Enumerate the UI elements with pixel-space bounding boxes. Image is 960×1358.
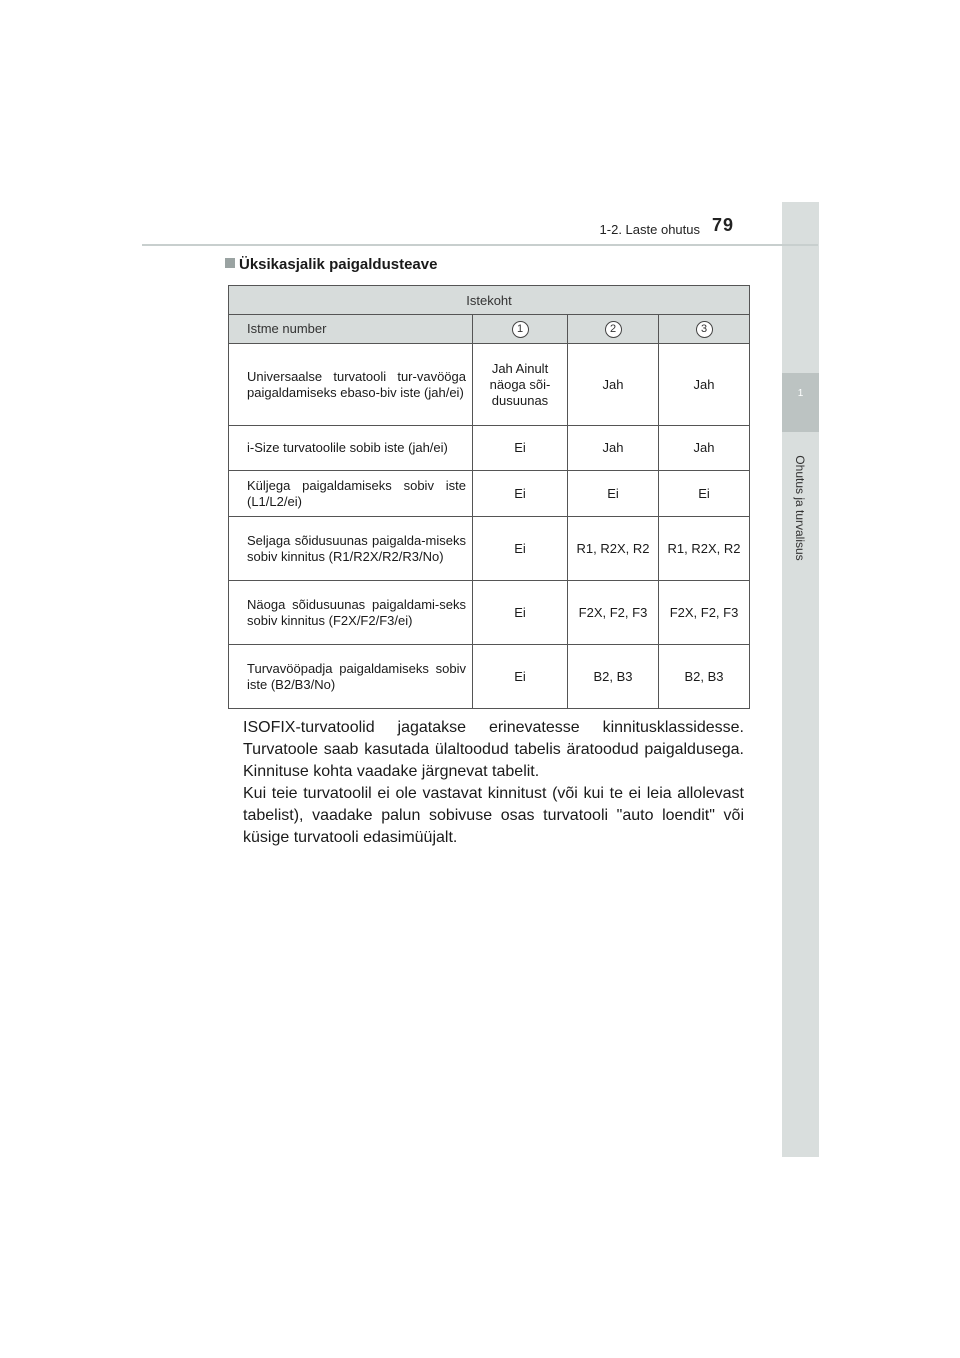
row-value: Ei [473,581,568,645]
body-text [243,717,744,849]
square-bullet-icon [225,258,235,268]
table-row [229,517,750,581]
seat-info-table [228,285,750,709]
seat-number-label: Istme number [229,315,473,344]
header-rule [142,244,818,246]
paragraph: ISOFIX-turvatoolid jagatakse erinevatesse kinnitusklassidesse. Turvatoole saab kasutada ülaltoodud tabelis äratoodud paigaldusega. Kinnituse kohta vaadake järgnevat tabelit. [243,719,744,780]
table-top-header: Istekoht [229,286,750,315]
paragraph: Kui teie turvatoolil ei ole vastavat kinnitust (või kui te ei leia allolevast tabelist), vaadake palun sobivuse osas turvatooli "auto loendit" või küsige turvatooli edasimüüjalt. [243,785,744,846]
row-label: Universaalse turvatooli tur-vavööga paigaldamiseks ebaso-biv iste (jah/ei) [229,344,473,426]
row-value: R1, R2X, R2 [659,517,750,581]
seat-number-cell [659,315,750,344]
row-label: Küljega paigaldamiseks sobiv iste (L1/L2/ei) [229,471,473,517]
table-header-row [229,286,750,315]
seat-number-badge: 2 [605,321,622,338]
row-value: Jah [659,426,750,471]
chapter-side-tab [782,202,819,1157]
chapter-number: 1 [797,388,804,399]
row-value: F2X, F2, F3 [568,581,659,645]
table-row [229,426,750,471]
row-value: Jah [568,426,659,471]
seat-number-cell [473,315,568,344]
table-row [229,471,750,517]
row-value: B2, B3 [568,645,659,709]
row-label: Näoga sõidusuunas paigaldami-seks sobiv kinnitus (F2X/F2/F3/ei) [229,581,473,645]
row-label: Turvavööpadja paigaldamiseks sobiv iste (B2/B3/No) [229,645,473,709]
row-label: Seljaga sõidusuunas paigalda-miseks sobiv kinnitus (R1/R2X/R2/R3/No) [229,517,473,581]
row-value: Jah [659,344,750,426]
seat-number-badge: 1 [512,321,529,338]
chapter-label: Ohutus ja turvalisus [793,455,807,561]
row-value: B2, B3 [659,645,750,709]
row-value: Ei [473,471,568,517]
table-row [229,645,750,709]
row-value: Ei [473,645,568,709]
table-row [229,581,750,645]
row-value: R1, R2X, R2 [568,517,659,581]
table-row [229,344,750,426]
row-value: Ei [473,426,568,471]
row-label: i-Size turvatoolile sobib iste (jah/ei) [229,426,473,471]
seat-number-badge: 3 [696,321,713,338]
row-value: Ei [568,471,659,517]
row-value: Ei [473,517,568,581]
seat-number-cell [568,315,659,344]
seat-number-row [229,315,750,344]
row-value: F2X, F2, F3 [659,581,750,645]
row-value: Jah Ainult näoga sõi-dusuunas [473,344,568,426]
subheading-text: Üksikasjalik paigaldusteave [239,256,438,273]
section-title: 1-2. Laste ohutus [599,222,700,237]
row-value: Ei [659,471,750,517]
chapter-marker [782,373,819,432]
page-number: 79 [712,215,735,235]
row-value: Jah [568,344,659,426]
subheading [225,256,437,273]
